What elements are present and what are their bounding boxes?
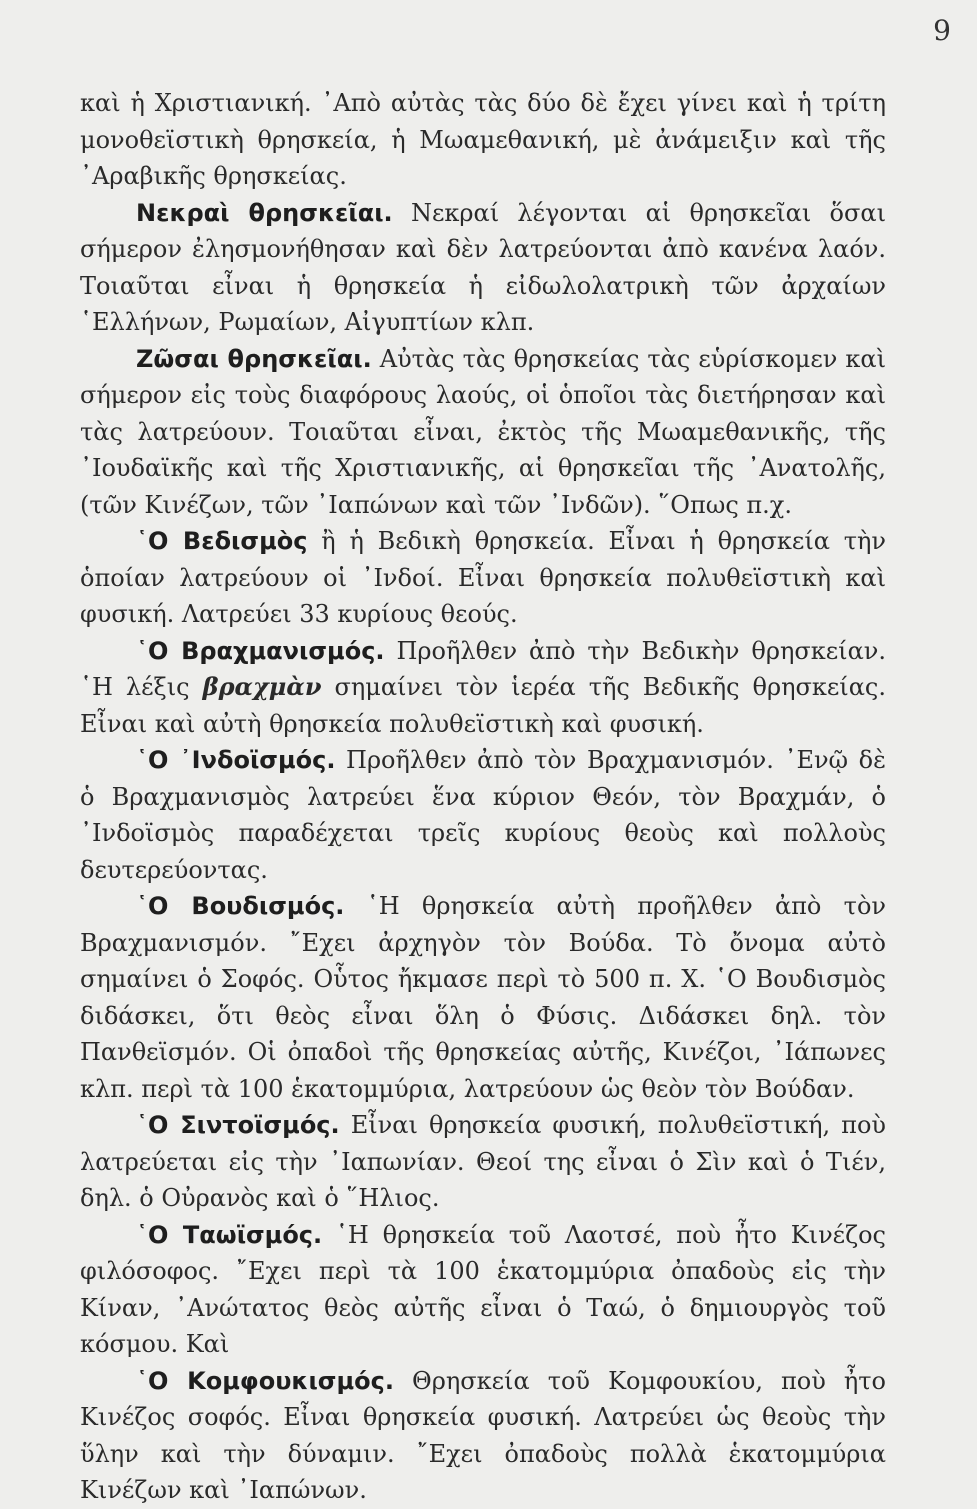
paragraph-text: Προῆλθεν ἀπὸ τὸν Βραχμανισμόν. ᾿Ενῷ δὲ ὁ Βραχμανισμὸς λατρεύει ἕνα κύριον Θεόν, τὸν Βραχμάν, ὁ ᾿Ινδοϊσμὸς παραδέχεται τρεῖς κυρίους θεοὺς καὶ πολλοὺς δευτερεύοντας.: [80, 746, 886, 884]
paragraph-text: σημαίνει τὸν ἱερέα τῆς Βεδικῆς θρησκείας. Εἶναι καὶ αὐτὴ θρησκεία πολυθεϊστικὴ καὶ φυσική.: [80, 673, 886, 738]
section-heading: Νεκραὶ θρησκεῖαι.: [136, 198, 393, 227]
paragraph-christianity-continuation: [80, 85, 886, 195]
emphasized-term: βραχμὰν: [202, 672, 322, 701]
paragraph-text: Θρησκεία τοῦ Κομφουκίου, ποὺ ἦτο Κινέζος σοφός. Εἶναι θρησκεία φυσική. Λατρεύει ὡς θεοὺς τὴν ὕλην καὶ τὴν δύναμιν. ῎Εχει ὀπαδοὺς πολλὰ ἑκατομμύρια Κινέζων καὶ ᾿Ιαπώνων.: [80, 1366, 886, 1504]
paragraph-text: καὶ ἡ Χριστιανική. ᾿Απὸ αὐτὰς τὰς δύο δὲ ἔχει γίνει καὶ ἡ τρίτη μονοθεϊστικὴ θρησκεία, ἡ Μωαμεθανική, μὲ ἀνάμειξιν καὶ τῆς ᾿Αραβικῆς θρησκείας.: [80, 89, 886, 190]
paragraph-text: ῾Η θρησκεία τοῦ Λαοτσέ, ποὺ ἦτο Κινέζος φιλόσοφος. ῎Εχει περὶ τὰ 100 ἑκατομμύρια ὀπαδοὺς εἰς τὴν Κίναν, ᾿Ανώτατος θεὸς αὐτῆς εἶναι ὁ Ταώ, ὁ δημιουργὸς τοῦ κόσμου. Καὶ: [80, 1220, 886, 1358]
paragraph-text: Εἶναι θρησκεία φυσική, πολυθεϊστική, ποὺ λατρεύεται εἰς τὴν ᾿Ιαπωνίαν. Θεοί της εἶναι ὁ Σὶν καὶ ὁ Τιέν, δηλ. ὁ Οὐρανὸς καὶ ὁ ῞Ηλιος.: [80, 1111, 886, 1212]
page-number: 9: [933, 14, 951, 47]
paragraph-text: ἢ ἡ Βεδικὴ θρησκεία. Εἶναι ἡ θρησκεία τὴν ὁποίαν λατρεύουν οἱ ᾿Ινδοί. Εἶναι θρησκεία πολυθεϊστικὴ καὶ φυσική. Λατρεύει 33 κυρίους θεούς.: [80, 527, 886, 628]
section-heading: ῾Ο Βουδισμός.: [136, 892, 345, 920]
section-heading: ῾Ο Σιντοϊσμός.: [136, 1111, 340, 1139]
paragraph-brahmanism: [80, 633, 886, 743]
section-heading: ῾Ο Ταωϊσμός.: [136, 1220, 323, 1249]
page-body: [80, 85, 886, 1509]
paragraph-confucianism: [80, 1363, 886, 1509]
paragraph-hinduism: [80, 742, 886, 888]
paragraph-text: Αὐτὰς τὰς θρησκείας τὰς εὑρίσκομεν καὶ σήμερον εἰς τοὺς διαφόρους λαούς, οἱ ὁποῖοι τὰς διετήρησαν καὶ τὰς λατρεύουν. Τοιαῦται εἶναι, ἐκτὸς τῆς Μωαμεθανικῆς, τῆς ᾿Ιουδαϊκῆς καὶ τῆς Χριστιανικῆς, αἱ θρησκεῖαι τῆς ᾿Ανατολῆς, (τῶν Κινέζων, τῶν ᾿Ιαπώνων καὶ τῶν ᾿Ινδῶν). ῞Οπως π.χ.: [80, 344, 886, 519]
paragraph-shintoism: [80, 1107, 886, 1217]
section-heading: Ζῶσαι θρησκεῖαι.: [136, 344, 372, 373]
paragraph-text: Προῆλθεν ἀπὸ τὴν Βεδικὴν θρησκείαν. ῾Η λέξις: [80, 636, 886, 701]
paragraph-dead-religions: [80, 195, 886, 341]
paragraph-taoism: [80, 1217, 886, 1363]
section-heading: ῾Ο Βεδισμὸς: [136, 527, 308, 555]
paragraph-living-religions: [80, 341, 886, 524]
section-heading: ῾Ο Βραχμανισμός.: [136, 636, 385, 665]
paragraph-text: ῾Η θρησκεία αὐτὴ προῆλθεν ἀπὸ τὸν Βραχμανισμόν. ῎Εχει ἀρχηγὸν τὸν Βούδα. Τὸ ὄνομα αὐτὸ σημαίνει ὁ Σοφός. Οὗτος ἤκμασε περὶ τὸ 500 π. Χ. ῾Ο Βουδισμὸς διδάσκει, ὅτι θεὸς εἶναι ὅλη ὁ Φύσις. Διδάσκει δηλ. τὸν Πανθεϊσμόν. Οἱ ὀπαδοὶ τῆς θρησκείας αὐτῆς, Κινέζοι, ᾿Ιάπωνες κλπ. περὶ τὰ 100 ἑκατομμύρια, λατρεύουν ὡς θεὸν τὸν Βούδαν.: [80, 892, 886, 1103]
section-heading: ῾Ο Κομφουκισμός.: [136, 1366, 394, 1395]
section-heading: ῾Ο ᾿Ινδοϊσμός.: [136, 746, 336, 774]
paragraph-buddhism: [80, 888, 886, 1107]
paragraph-vedism: [80, 523, 886, 633]
paragraph-text: Νεκραί λέγονται αἱ θρησκεῖαι ὅσαι σήμερον ἐλησμονήθησαν καὶ δὲν λατρεύονται ἀπὸ κανένα λαόν. Τοιαῦται εἶναι ἡ θρησκεία ἡ εἰδωλολατρικὴ τῶν ἀρχαίων ῾Ελλήνων, Ρωμαίων, Αἰγυπτίων κλπ.: [80, 198, 886, 336]
